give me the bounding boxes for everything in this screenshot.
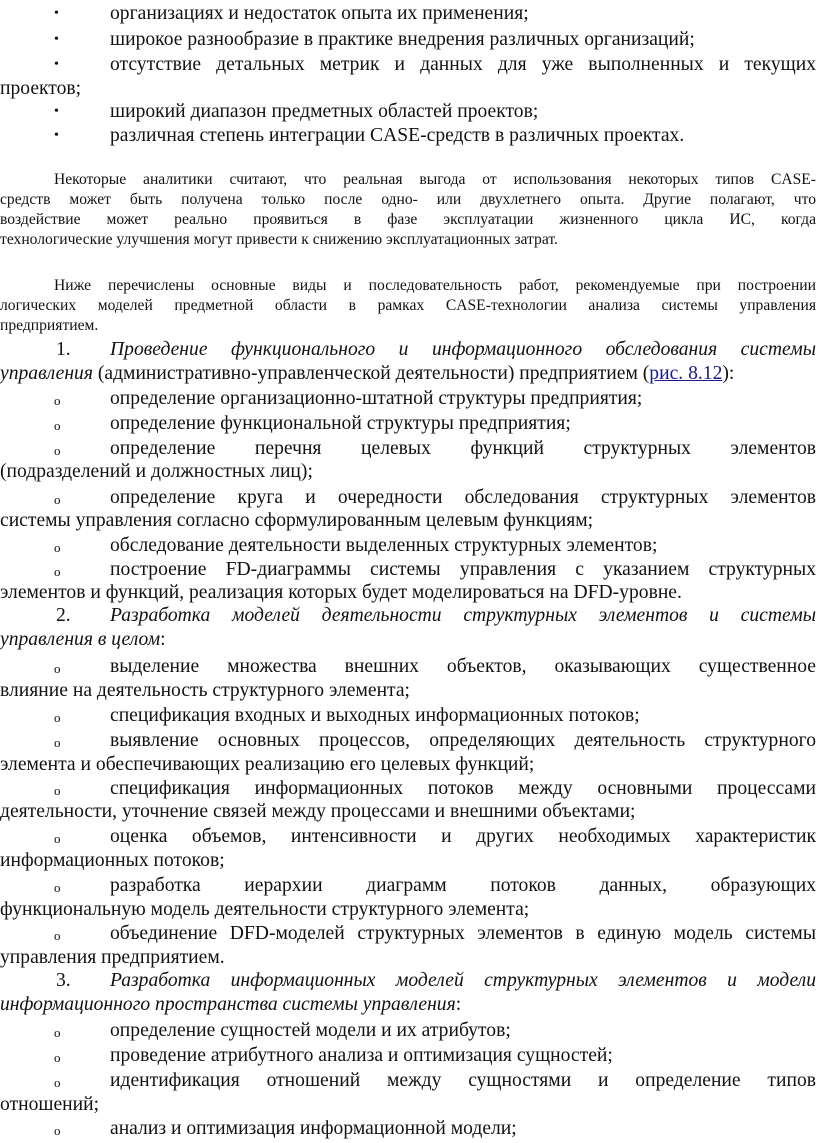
- circle-bullet-icon: o: [54, 831, 61, 846]
- circle-bullet-icon: o: [54, 540, 61, 555]
- circle-bullet-icon: o: [54, 783, 61, 798]
- circle-bullet-icon: o: [54, 564, 61, 579]
- circle-bullet-icon: o: [54, 393, 61, 408]
- circle-bullet-icon: o: [54, 1025, 61, 1040]
- circle-bullet-icon: o: [54, 1050, 61, 1065]
- circle-bullet-icon: o: [54, 492, 61, 507]
- circle-bullet-icon: o: [54, 735, 61, 750]
- bullet-icon: •: [54, 128, 59, 143]
- bullet-icon: •: [54, 6, 59, 21]
- circle-bullet-icon: o: [54, 880, 61, 895]
- circle-bullet-icon: o: [54, 418, 61, 433]
- bullet-icon: •: [54, 104, 59, 119]
- bullet-icon: •: [54, 32, 59, 47]
- circle-bullet-icon: o: [54, 443, 61, 458]
- figure-link[interactable]: рис. 8.12: [649, 363, 723, 384]
- circle-bullet-icon: o: [54, 710, 61, 725]
- bullet-icon: •: [54, 57, 59, 72]
- circle-bullet-icon: o: [54, 928, 61, 943]
- circle-bullet-icon: o: [54, 1075, 61, 1090]
- circle-bullet-icon: o: [54, 1123, 61, 1138]
- circle-bullet-icon: o: [54, 661, 61, 676]
